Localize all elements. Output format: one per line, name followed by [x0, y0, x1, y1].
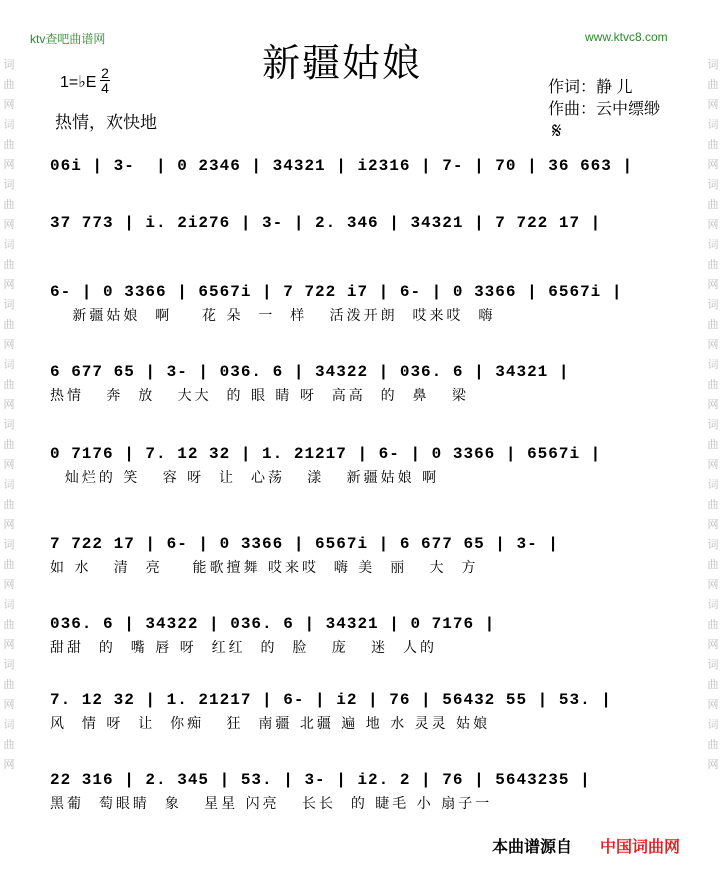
- notation-line: 7 722 17 | 6- | 0 3366 | 6567i | 6 677 65 | 3- |: [50, 535, 559, 553]
- lyrics-line: 风 情 呀 让 你痴 狂 南疆 北疆 遍 地 水 灵灵 姑娘: [50, 716, 491, 732]
- score-row: [50, 769, 672, 812]
- lyricist-credit: 作词：静 儿: [548, 79, 633, 96]
- lyrics-line: 如 水 清 亮 能歌擅舞 哎来哎 嗨 美 丽 大 方: [50, 560, 479, 576]
- score-row: [50, 533, 672, 576]
- tempo-marking: 热情，欢快地: [55, 113, 157, 132]
- score-row: [50, 613, 672, 656]
- score-row: [50, 281, 672, 324]
- notation-line: 7. 12 32 | 1. 21217 | 6- | i2 | 76 | 56432 55 | 53. |: [50, 691, 612, 709]
- score-row: [50, 443, 672, 486]
- watermark-left: 词曲网词曲网词曲网词曲网词曲网词曲网词曲网词曲网词曲网词曲网词曲网词曲网: [3, 59, 15, 771]
- site-name-left: ktv查吧曲谱网: [30, 32, 106, 46]
- notation-line: 6 677 65 | 3- | 036. 6 | 34322 | 036. 6 | 34321 |: [50, 363, 570, 381]
- lyrics-line: 甜甜 的 嘴 唇 呀 红红 的 脸 庞 迷 人的: [50, 640, 438, 656]
- notation-line: 06i | 3- | 0 2346 | 34321 | i2316 | 7- | 70 | 36 663 |: [50, 157, 634, 175]
- song-title: 新疆姑娘: [262, 43, 423, 85]
- key-signature: 1=♭E: [60, 74, 97, 91]
- notation-line: 0 7176 | 7. 12 32 | 1. 21217 | 6- | 0 3366 | 6567i |: [50, 445, 602, 463]
- score-row: [50, 155, 672, 195]
- score-row: [50, 689, 672, 732]
- score-row: [50, 212, 672, 252]
- segno-icon: 𝄋: [552, 118, 562, 143]
- source-label: 本曲谱源自: [492, 839, 573, 856]
- lyrics-line: 灿烂的 笑 容 呀 让 心荡 漾 新疆姑娘 啊: [50, 470, 440, 486]
- lyrics-line: 热情 奔 放 大大 的 眼 睛 呀 高高 的 鼻 梁: [50, 388, 469, 404]
- lyrics-line: 新疆姑娘 啊 花 朵 一 样 活泼开朗 哎来哎 嗨: [50, 308, 496, 324]
- notation-line: 37 773 | i. 2i276 | 3- | 2. 346 | 34321 | 7 722 17 |: [50, 214, 602, 232]
- time-signature-bottom: 4: [101, 80, 109, 96]
- notation-line: 22 316 | 2. 345 | 53. | 3- | i2. 2 | 76 | 5643235 |: [50, 771, 591, 789]
- notation-line: 036. 6 | 34322 | 036. 6 | 34321 | 0 7176 |: [50, 615, 496, 633]
- score-row: [50, 361, 672, 404]
- lyrics-line: 黑葡 萄眼睛 象 星星 闪亮 长长 的 睫毛 小 扇子一: [50, 796, 493, 812]
- time-signature: [100, 66, 110, 95]
- site-url-right: www.ktvc8.com: [585, 30, 668, 44]
- time-signature-top: 2: [101, 65, 109, 81]
- notation-line: 6- | 0 3366 | 6567i | 7 722 i7 | 6- | 0 3366 | 6567i |: [50, 283, 623, 301]
- source-site-link[interactable]: 中国词曲网: [600, 839, 681, 856]
- composer-credit: 作曲：云中缥缈: [548, 101, 661, 118]
- watermark-right: 词曲网词曲网词曲网词曲网词曲网词曲网词曲网词曲网词曲网词曲网词曲网词曲网: [707, 59, 719, 771]
